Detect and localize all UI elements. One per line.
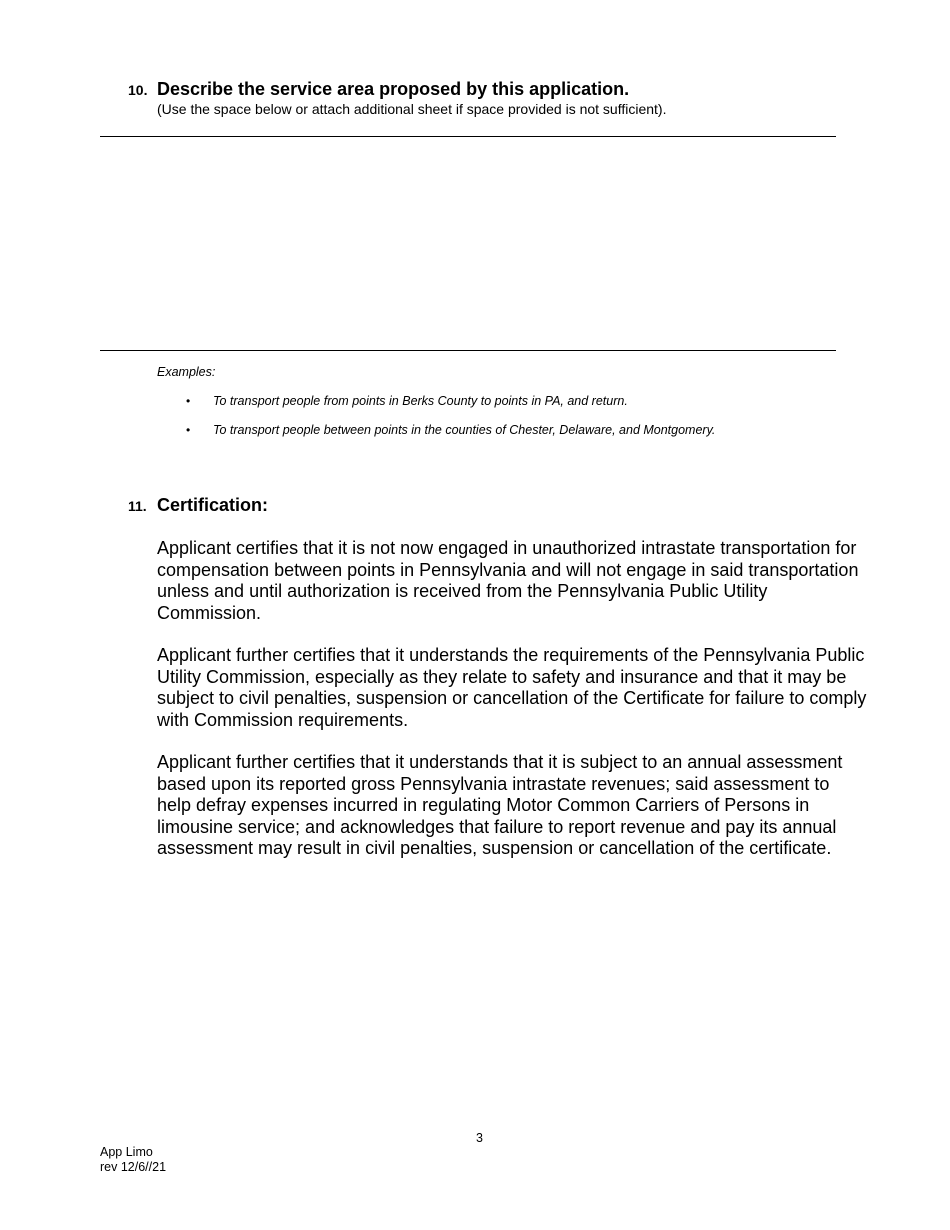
service-area-bottom-rule	[100, 350, 836, 351]
section-10-title: Describe the service area proposed by this application.	[157, 79, 630, 99]
examples-label: Examples:	[157, 365, 216, 379]
certification-paragraph-1: Applicant certifies that it is not now engaged in unauthorized intrastate transportation for compensation between points in Pennsylvania and will not engage in said transportation unless and until authorization is received from the Pennsylvania Public Utility Commission.	[157, 538, 859, 623]
service-area-writing-space[interactable]	[100, 138, 836, 348]
footer-form-name: App Limo	[100, 1145, 153, 1159]
section-10-note: (Use the space below or attach additional sheet if space provided is not sufficient).	[157, 101, 667, 117]
page-number: 3	[476, 1131, 483, 1145]
certification-paragraph-2: Applicant further certifies that it understands the requirements of the Pennsylvania Public Utility Commission, especially as they relate to safety and insurance and that it may be subject to civil penalties, suspension or cancellation of the Certificate for failure to comply with Commission requirements.	[157, 645, 867, 730]
footer-revision: rev 12/6//21	[100, 1160, 167, 1174]
bullet-icon: •	[186, 394, 191, 408]
service-area-top-rule	[100, 136, 836, 137]
section-11-number: 11.	[128, 498, 147, 514]
certification-paragraph-3: Applicant further certifies that it understands that it is subject to an annual assessment based upon its reported gross Pennsylvania intrastate revenues; said assessment to help defray expenses incurred in regulating Motor Common Carriers of Persons in limousine service; and acknowledges that failure to report revenue and pay its annual assessment may result in civil penalties, suspension or cancellation of the certificate.	[157, 752, 843, 858]
example-item: To transport people from points in Berks County to points in PA, and return.	[213, 394, 628, 408]
section-11-title: Certification:	[157, 495, 269, 515]
bullet-icon: •	[186, 423, 191, 437]
section-10-number: 10.	[128, 82, 148, 98]
example-item: To transport people between points in the counties of Chester, Delaware, and Montgomery.	[213, 423, 716, 437]
